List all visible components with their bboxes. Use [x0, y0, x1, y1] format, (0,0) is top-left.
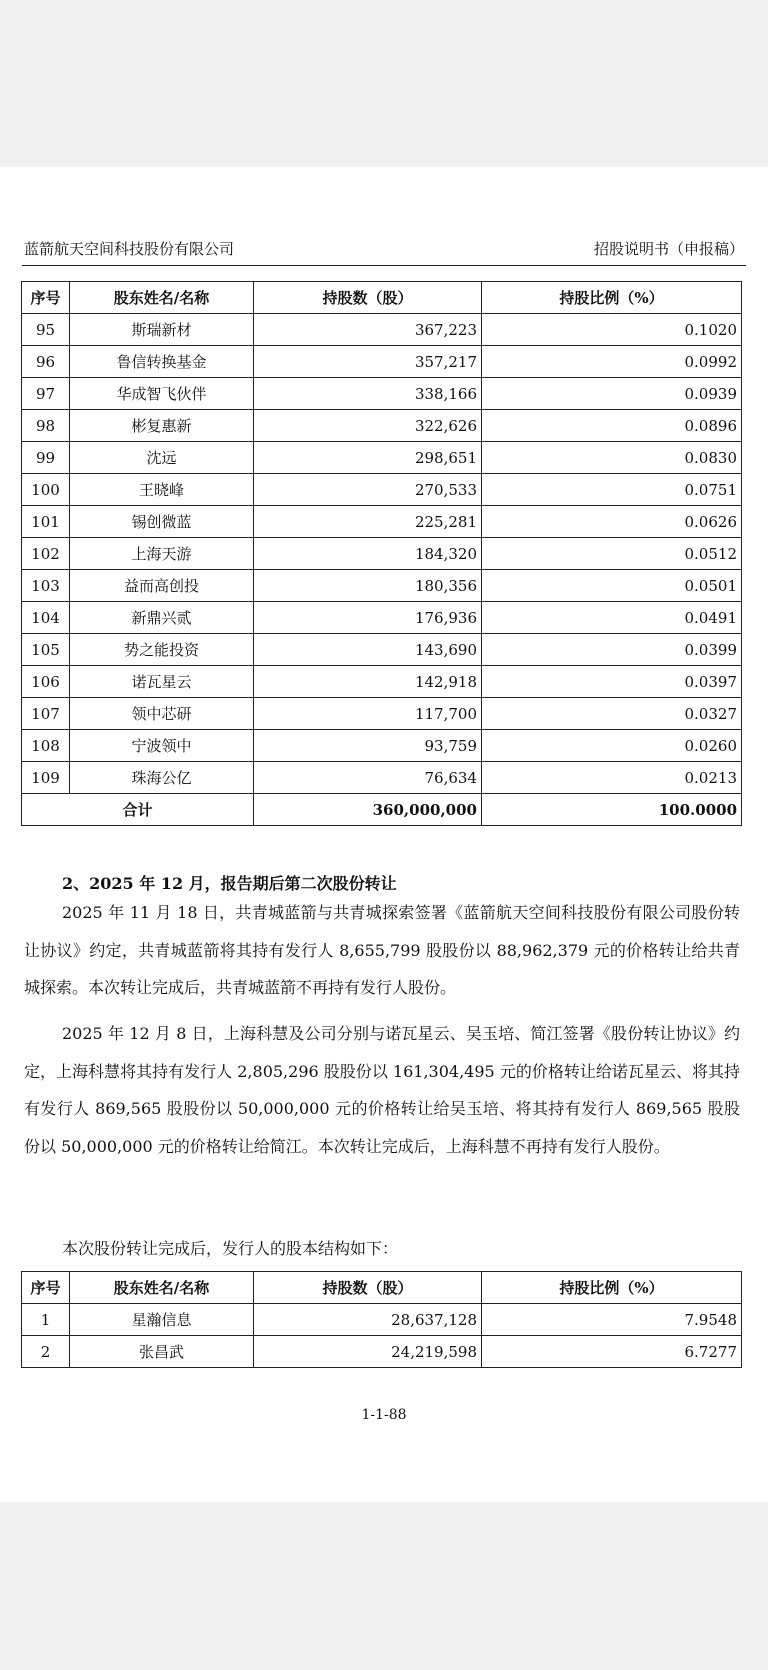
cell-ratio: 6.7277: [482, 1336, 742, 1368]
table-row: [22, 1304, 742, 1336]
cell-ratio: 0.0491: [482, 602, 742, 634]
cell-ratio: 0.0751: [482, 474, 742, 506]
cell-name: 星瀚信息: [70, 1304, 254, 1336]
cell-name: 锡创微蓝: [70, 506, 254, 538]
table-row: [22, 474, 742, 506]
cell-shares: 322,626: [254, 410, 482, 442]
cell-seq: 97: [22, 378, 70, 410]
cell-shares: 142,918: [254, 666, 482, 698]
cell-ratio: 0.0397: [482, 666, 742, 698]
section-title: 2、2025 年 12 月，报告期后第二次股份转让: [62, 874, 397, 893]
cell-ratio: 0.0213: [482, 762, 742, 794]
cell-ratio: 0.0399: [482, 634, 742, 666]
cell-ratio: 0.0992: [482, 346, 742, 378]
paragraph-2: 2025 年 12 月 8 日，上海科慧及公司分别与诺瓦星云、吴玉培、简江签署《股份转让协议》约定，上海科慧将其持有发行人 2,805,296 股股份以 161,304,495 元的价格转让给诺瓦星云、将其持有发行人 869,565 股股份以 50,000,000 元的价格转让给吴玉培、将其持有发行人 869,565 股股份以 50,000,000 元的价格转让给简江。本次转让完成后，上海科慧不再持有发行人股份。: [24, 1024, 740, 1156]
table-row: [22, 346, 742, 378]
cell-seq: 108: [22, 730, 70, 762]
cell-ratio: 0.0896: [482, 410, 742, 442]
table-row: [22, 442, 742, 474]
cell-seq: 99: [22, 442, 70, 474]
table-row: [22, 410, 742, 442]
total-shares: 360,000,000: [254, 794, 482, 826]
table-total-row: [22, 794, 742, 826]
total-ratio: 100.0000: [482, 794, 742, 826]
cell-ratio: 0.0327: [482, 698, 742, 730]
table-row: [22, 634, 742, 666]
cell-name: 宁波领中: [70, 730, 254, 762]
cell-seq: 107: [22, 698, 70, 730]
cell-seq: 2: [22, 1336, 70, 1368]
running-header: [22, 235, 746, 266]
table-body: [22, 314, 742, 794]
cell-name: 斯瑞新材: [70, 314, 254, 346]
table-row: [22, 666, 742, 698]
cell-shares: 180,356: [254, 570, 482, 602]
page-number: 1-1-88: [361, 1407, 407, 1423]
cell-seq: 100: [22, 474, 70, 506]
shareholder-table-1: [21, 281, 742, 826]
table-row: [22, 730, 742, 762]
table-header-row: [22, 282, 742, 314]
cell-shares: 338,166: [254, 378, 482, 410]
cell-seq: 109: [22, 762, 70, 794]
col-ratio-header: 持股比例（%）: [482, 1272, 742, 1304]
cell-shares: 298,651: [254, 442, 482, 474]
table-row: [22, 698, 742, 730]
table-row: [22, 538, 742, 570]
cell-name: 新鼎兴贰: [70, 602, 254, 634]
paragraph-3: 本次股份转让完成后，发行人的股本结构如下：: [62, 1239, 399, 1258]
cell-shares: 24,219,598: [254, 1336, 482, 1368]
cell-ratio: 0.0830: [482, 442, 742, 474]
cell-ratio: 0.1020: [482, 314, 742, 346]
col-shares-header: 持股数（股）: [254, 1272, 482, 1304]
cell-ratio: 7.9548: [482, 1304, 742, 1336]
cell-seq: 98: [22, 410, 70, 442]
col-name-header: 股东姓名/名称: [70, 282, 254, 314]
cell-name: 诺瓦星云: [70, 666, 254, 698]
cell-ratio: 0.0626: [482, 506, 742, 538]
total-label: 合计: [22, 794, 254, 826]
cell-seq: 105: [22, 634, 70, 666]
cell-seq: 95: [22, 314, 70, 346]
shareholder-table-2: [21, 1271, 742, 1368]
cell-name: 势之能投资: [70, 634, 254, 666]
cell-name: 益而高创投: [70, 570, 254, 602]
col-seq-header: 序号: [22, 282, 70, 314]
table-body: [22, 1304, 742, 1368]
cell-shares: 270,533: [254, 474, 482, 506]
cell-seq: 101: [22, 506, 70, 538]
cell-seq: 102: [22, 538, 70, 570]
cell-name: 彬复惠新: [70, 410, 254, 442]
cell-ratio: 0.0501: [482, 570, 742, 602]
cell-shares: 176,936: [254, 602, 482, 634]
cell-shares: 117,700: [254, 698, 482, 730]
cell-ratio: 0.0512: [482, 538, 742, 570]
cell-name: 领中芯研: [70, 698, 254, 730]
cell-seq: 104: [22, 602, 70, 634]
document-page: [0, 167, 768, 1502]
cell-name: 鲁信转换基金: [70, 346, 254, 378]
table-row: [22, 314, 742, 346]
cell-shares: 76,634: [254, 762, 482, 794]
cell-ratio: 0.0939: [482, 378, 742, 410]
cell-shares: 367,223: [254, 314, 482, 346]
cell-ratio: 0.0260: [482, 730, 742, 762]
cell-name: 华成智飞伙伴: [70, 378, 254, 410]
col-name-header: 股东姓名/名称: [70, 1272, 254, 1304]
cell-name: 上海天游: [70, 538, 254, 570]
paragraph-1: 2025 年 11 月 18 日，共青城蓝箭与共青城探索签署《蓝箭航天空间科技股份有限公司股份转让协议》约定，共青城蓝箭将其持有发行人 8,655,799 股股份以 88,962,379 元的价格转让给共青城探索。本次转让完成后，共青城蓝箭不再持有发行人股份。: [24, 903, 740, 997]
table-row: [22, 762, 742, 794]
table-row: [22, 506, 742, 538]
cell-name: 沈远: [70, 442, 254, 474]
table-row: [22, 378, 742, 410]
cell-name: 珠海公亿: [70, 762, 254, 794]
cell-seq: 103: [22, 570, 70, 602]
cell-seq: 106: [22, 666, 70, 698]
table-row: [22, 1336, 742, 1368]
cell-seq: 1: [22, 1304, 70, 1336]
cell-shares: 225,281: [254, 506, 482, 538]
table-row: [22, 570, 742, 602]
header-doc-title: 招股说明书（申报稿）: [593, 240, 744, 258]
cell-shares: 28,637,128: [254, 1304, 482, 1336]
cell-shares: 184,320: [254, 538, 482, 570]
col-ratio-header: 持股比例（%）: [482, 282, 742, 314]
cell-seq: 96: [22, 346, 70, 378]
cell-shares: 143,690: [254, 634, 482, 666]
table-row: [22, 602, 742, 634]
table-header-row: [22, 1272, 742, 1304]
col-shares-header: 持股数（股）: [254, 282, 482, 314]
cell-name: 张昌武: [70, 1336, 254, 1368]
cell-shares: 93,759: [254, 730, 482, 762]
header-company: 蓝箭航天空间科技股份有限公司: [24, 240, 235, 258]
cell-shares: 357,217: [254, 346, 482, 378]
cell-name: 王晓峰: [70, 474, 254, 506]
col-seq-header: 序号: [22, 1272, 70, 1304]
